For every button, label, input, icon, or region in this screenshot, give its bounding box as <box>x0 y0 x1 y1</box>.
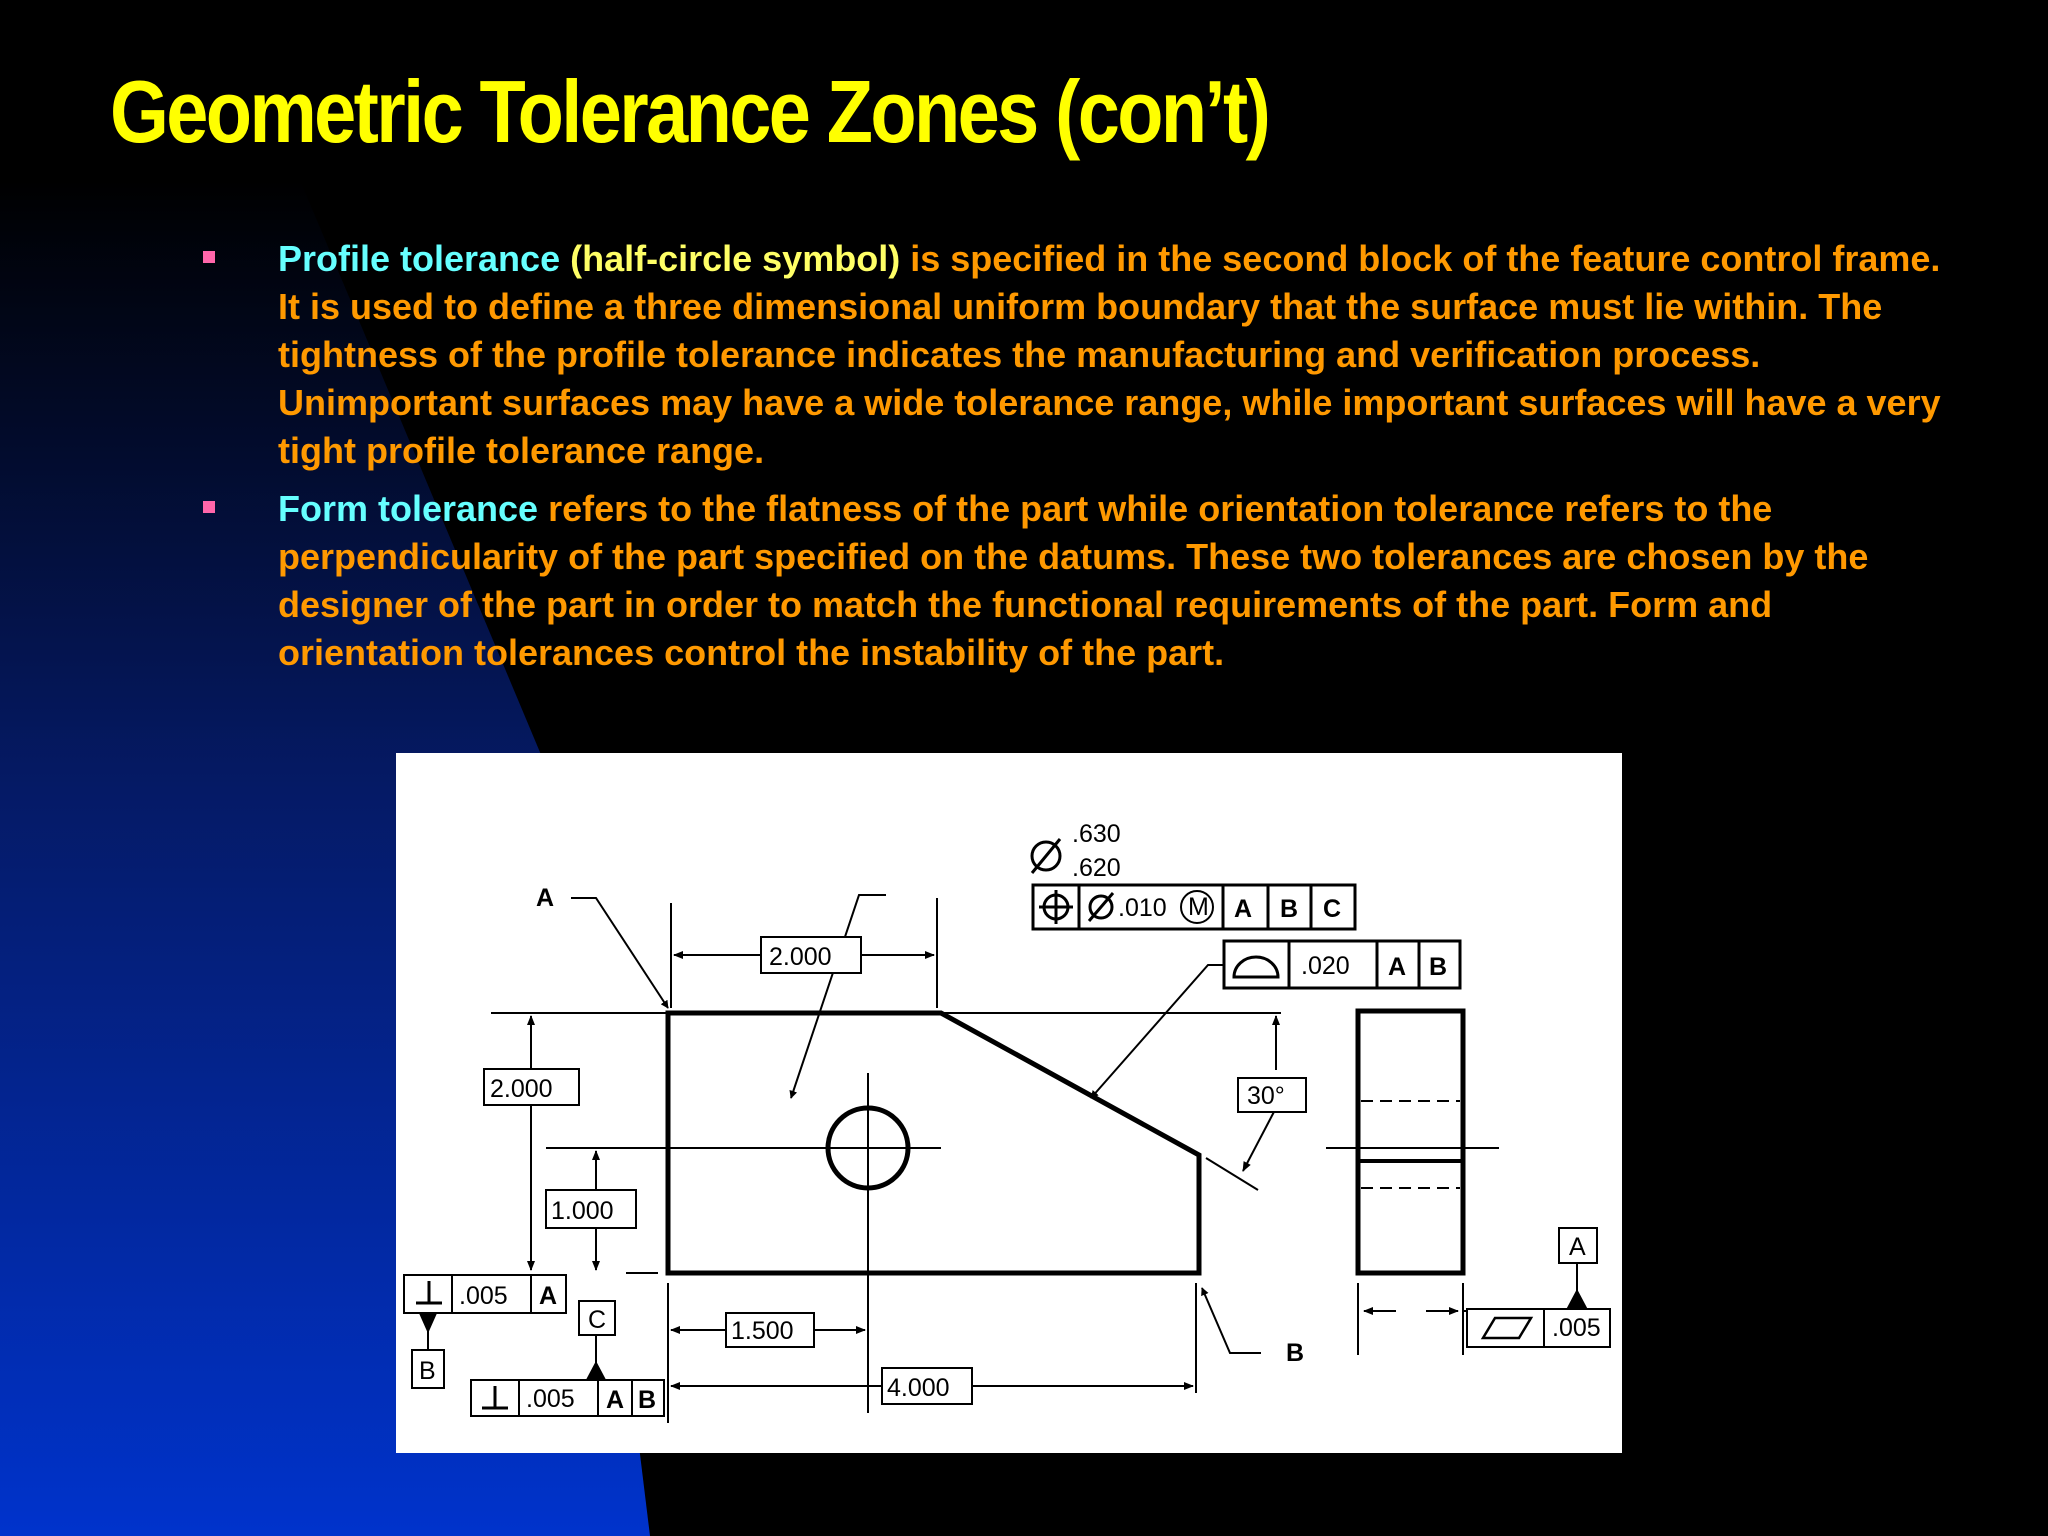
side-view-part <box>1358 1011 1463 1273</box>
leader-datum-a <box>571 898 668 1008</box>
bullet-marker-icon <box>203 251 215 263</box>
flatness-tolerance: .005 <box>1552 1314 1601 1342</box>
hole-lower-limit: .620 <box>1072 854 1121 882</box>
datum-c-box-label: C <box>588 1306 607 1334</box>
leader-hole-position <box>791 895 886 1098</box>
perp-2-datum-a: A <box>606 1386 625 1414</box>
position-datum-b: B <box>1280 895 1299 923</box>
dim-height-left: 2.000 <box>490 1075 553 1103</box>
datum-a-leader-label: A <box>536 884 555 912</box>
datum-a-box-label: A <box>1569 1233 1586 1261</box>
perp-2-datum-b: B <box>638 1386 657 1414</box>
bullet-profile-tolerance <box>200 235 1960 475</box>
dim-width-top: 2.000 <box>769 943 832 971</box>
part-outline <box>668 1013 1418 1288</box>
bullet-highlight: (half-circle symbol) <box>560 238 901 279</box>
leader-datum-b <box>1202 1288 1261 1353</box>
profile-datum-a: A <box>1388 953 1407 981</box>
ext-line-slope <box>1206 1158 1258 1190</box>
hole-upper-limit: .630 <box>1072 820 1121 848</box>
dim-angle: 30° <box>1247 1082 1285 1110</box>
slide-title: Geometric Tolerance Zones (con’t) <box>110 62 1269 161</box>
position-tolerance: .010 <box>1118 894 1167 922</box>
gdt-drawing <box>396 753 1622 1453</box>
bullet-term: Profile tolerance <box>278 238 561 279</box>
dim-overall-width: 4.000 <box>887 1374 950 1402</box>
bullet-marker-icon <box>203 501 215 513</box>
gdt-drawing-svg <box>396 753 1622 1453</box>
datum-a-triangle <box>1568 1291 1586 1308</box>
dim-line-angle-bottom <box>1243 1108 1276 1171</box>
dim-hole-x: 1.500 <box>731 1317 794 1345</box>
perp-2-tolerance: .005 <box>526 1385 575 1413</box>
bullet-text: is specified in the second block of the feature control frame. It is used to define a three dimensional uniform boundary that the surface must lie within. The tightness of the profile tolerance indicates the manufacturing and verification process. Unimportant surfaces may have a wide tolerance range, while important surfaces will have a very tight profile tolerance range. <box>278 238 1941 471</box>
bullet-term: Form tolerance <box>278 488 539 529</box>
mmc-modifier: M <box>1188 893 1209 921</box>
datum-b-triangle <box>420 1313 436 1331</box>
bullet-list <box>200 235 1960 687</box>
datum-b-box-label: B <box>419 1357 436 1385</box>
position-datum-a: A <box>1234 895 1253 923</box>
bullet-form-tolerance <box>200 485 1960 677</box>
hole-diameter-callout <box>1032 820 1121 882</box>
profile-half-circle-icon <box>1234 957 1278 977</box>
profile-datum-b: B <box>1429 953 1448 981</box>
flatness-icon <box>1483 1318 1531 1338</box>
position-datum-c: C <box>1323 895 1342 923</box>
leader-profile <box>1091 965 1224 1098</box>
dim-hole-height: 1.000 <box>551 1197 614 1225</box>
datum-b-leader-label: B <box>1286 1339 1305 1367</box>
perp-1-tolerance: .005 <box>459 1282 508 1310</box>
profile-tolerance: .020 <box>1301 952 1350 980</box>
perp-1-datum-a: A <box>539 1282 558 1310</box>
datum-c-triangle <box>587 1363 605 1380</box>
part-profile <box>668 1013 1199 1273</box>
bullet-text: refers to the flatness of the part while orientation tolerance refers to the perpendicularity of the part specified on the datums. These two tolerances are chosen by the designer of the part in order to match the functional requirements of the part. Form and orientation tolerances control the instability of the part. <box>278 488 1869 673</box>
